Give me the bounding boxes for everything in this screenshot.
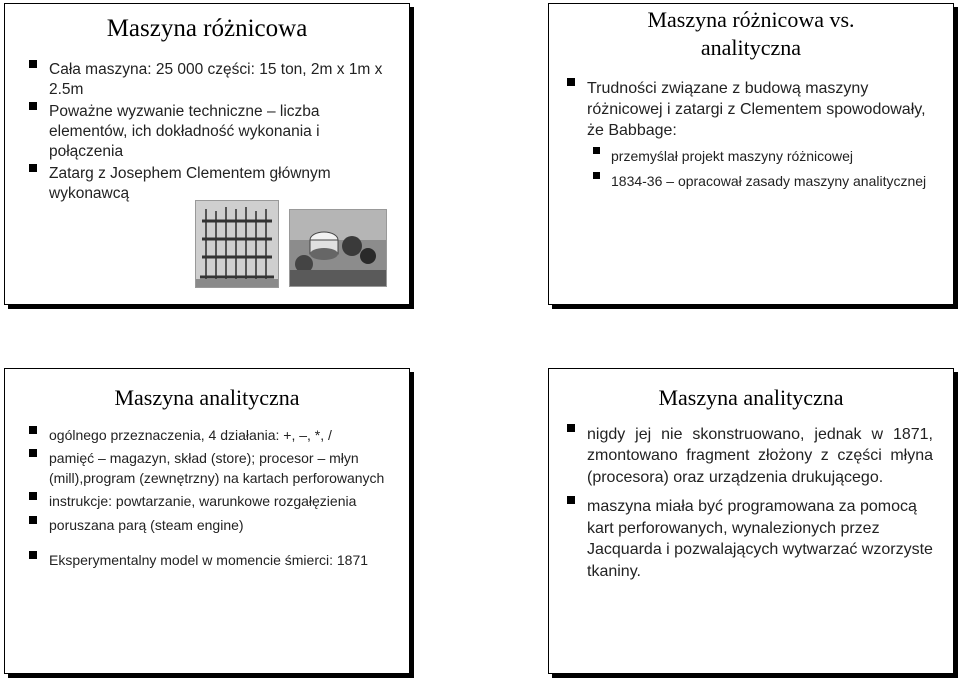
bullet-item: Trudności związane z budową maszyny różnicowej i zatargi z Clementem spowodowały, że Babbage: <box>561 78 929 141</box>
bullet-list <box>23 60 387 204</box>
bullet-item: pamięć – magazyn, skład (store); procesor – młyn (mill),program (zewnętrzny) na kartach perforowanych <box>23 449 385 488</box>
difference-engine-photo <box>195 200 279 288</box>
bullet-item: Eksperymentalny model w momencie śmierci: 1871 <box>23 551 385 571</box>
slide-difference-vs-analytical <box>548 3 954 305</box>
slide-analytical-engine-1 <box>4 368 410 674</box>
slide-title: Maszyna analityczna <box>658 385 844 410</box>
slide-title: Maszyna różnicowa <box>106 15 308 42</box>
bullet-item: maszyna miała być programowana za pomocą kart perforowanych, wynalezionych przez Jacquarda i pozwalających wytwarzać wzorzyste tkaniny. <box>561 496 933 582</box>
slide-title-line-1: Maszyna różnicowa vs. <box>647 7 855 32</box>
bullet-item: Cała maszyna: 25 000 części: 15 ton, 2m x 1m x 2.5m <box>23 60 387 100</box>
bullet-item: Zatarg z Josephem Clementem głównym wykonawcą <box>23 164 387 204</box>
slide-analytical-engine-2 <box>548 368 954 674</box>
sub-bullet-item: przemyślał projekt maszyny różnicowej <box>583 147 929 166</box>
bullet-item: instrukcje: powtarzanie, warunkowe rozgałęzienia <box>23 492 385 512</box>
bullet-item: ogólnego przeznaczenia, 4 działania: +, –, *, / <box>23 426 385 446</box>
bullet-list <box>561 78 929 141</box>
analytical-engine-mill-photo <box>289 209 387 287</box>
bullet-item: poruszana parą (steam engine) <box>23 516 385 536</box>
slide-difference-engine <box>4 3 410 305</box>
bullet-item: Poważne wyzwanie techniczne – liczba elementów, ich dokładność wykonania i połączenia <box>23 102 387 162</box>
sub-bullet-list <box>583 147 929 191</box>
slide-title: Maszyna analityczna <box>114 385 300 410</box>
bullet-item: nigdy jej nie skonstruowano, jednak w 1871, zmontowano fragment złożony z części młyna (procesora) oraz urządzenia drukującego. <box>561 424 933 489</box>
slide-title <box>549 6 953 62</box>
slide-title-line-2: analityczna <box>700 35 802 60</box>
bullet-list <box>23 426 385 571</box>
bullet-list <box>561 424 933 583</box>
sub-bullet-item: 1834-36 – opracował zasady maszyny analitycznej <box>583 172 929 191</box>
